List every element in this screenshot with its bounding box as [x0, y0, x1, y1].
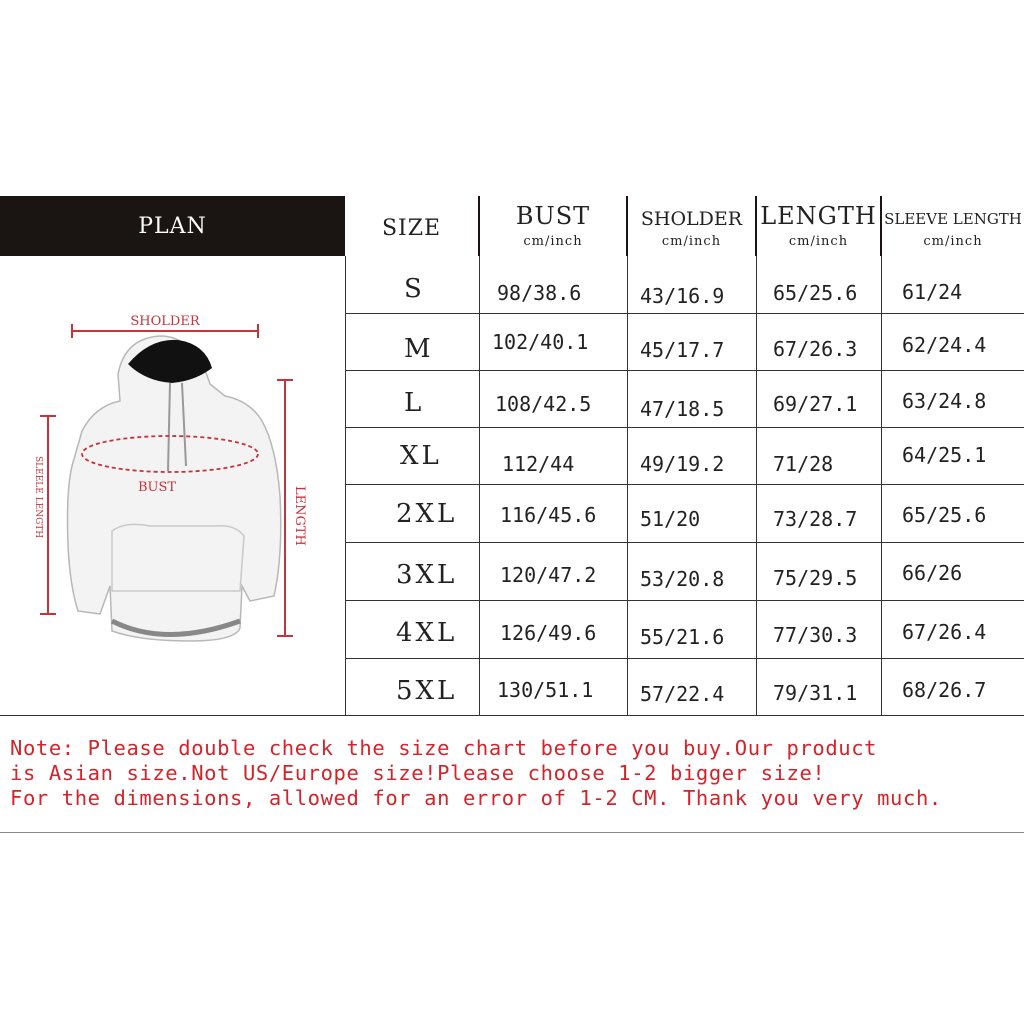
length-label: LENGTH — [292, 486, 307, 546]
length-cell: 75/29.5 — [773, 566, 858, 590]
sholder-label: SHOLDER — [130, 314, 200, 329]
length-cell: 67/26.3 — [773, 337, 858, 361]
sholder-cell: 53/20.8 — [640, 567, 725, 591]
size-cell: XL — [400, 441, 442, 471]
size-cell: M — [404, 334, 434, 364]
length-cell: 71/28 — [773, 452, 834, 476]
note-line-1: Note: Please double check the size chart before you buy.Our product — [10, 736, 878, 760]
bust-cell: 126/49.6 — [500, 621, 597, 645]
sholder-unit: cm/inch — [661, 234, 722, 249]
sleeve-cell: 61/24 — [902, 280, 963, 304]
hoodie-illustration — [0, 256, 345, 714]
bust-cell: 116/45.6 — [500, 503, 597, 527]
size-cell: 4XL — [396, 618, 458, 648]
length-cell: 69/27.1 — [773, 392, 858, 416]
size-cell: 5XL — [396, 676, 458, 706]
length-header-cell — [757, 196, 881, 256]
note-line-3: For the dimensions, allowed for an error of 1-2 CM. Thank you very much. — [10, 786, 942, 810]
length-cell: 77/30.3 — [773, 623, 858, 647]
size-header: SIZE — [381, 216, 442, 241]
sholder-cell: 57/22.4 — [640, 682, 725, 706]
bust-cell: 98/38.6 — [497, 281, 582, 305]
length-header: LENGTH — [760, 202, 877, 230]
plan-header: PLAN — [138, 214, 207, 239]
sleeve-cell: 64/25.1 — [902, 443, 987, 467]
note-line-2: is Asian size.Not US/Europe size!Please choose 1-2 bigger size! — [10, 761, 826, 785]
length-cell: 65/25.6 — [773, 281, 858, 305]
sholder-cell: 49/19.2 — [640, 452, 725, 476]
sholder-header: SHOLDER — [640, 208, 743, 230]
sholder-cell: 45/17.7 — [640, 338, 725, 362]
bust-unit: cm/inch — [523, 234, 583, 249]
sholder-cell: 51/20 — [640, 507, 701, 531]
sleeve-cell: 68/26.7 — [902, 678, 987, 702]
length-unit: cm/inch — [788, 234, 849, 249]
plan-diagram — [0, 256, 345, 714]
sleeve-cell: 65/25.6 — [902, 503, 987, 527]
bust-cell: 102/40.1 — [492, 330, 589, 354]
bottom-divider — [0, 832, 1024, 833]
header-bar — [0, 196, 1024, 256]
bust-cell: 120/47.2 — [500, 563, 597, 587]
length-cell: 73/28.7 — [773, 507, 858, 531]
bust-header-cell — [480, 196, 627, 256]
bust-label: BUST — [137, 480, 177, 495]
sleeve-unit: cm/inch — [923, 234, 983, 249]
sleeve-cell: 67/26.4 — [902, 620, 987, 644]
sleeve-header-cell — [882, 196, 1024, 256]
length-cell: 79/31.1 — [773, 681, 858, 705]
size-cell: 3XL — [396, 560, 458, 590]
size-header-cell — [345, 196, 479, 256]
bust-cell: 130/51.1 — [497, 678, 594, 702]
sleeve-cell: 66/26 — [902, 561, 963, 585]
size-cell: 2XL — [396, 499, 458, 529]
size-cell: S — [404, 274, 425, 304]
bust-cell: 112/44 — [502, 452, 575, 476]
bust-cell: 108/42.5 — [495, 392, 592, 416]
sleeve-header: SLEEVE LENGTH — [884, 210, 1022, 228]
sleeve-cell: 63/24.8 — [902, 389, 987, 413]
sleeve-cell: 62/24.4 — [902, 333, 987, 357]
sholder-cell: 43/16.9 — [640, 284, 725, 308]
sleeve-label: SLEELE LENGTH — [33, 456, 43, 539]
bust-header: BUST — [515, 202, 591, 230]
sholder-header-cell — [628, 196, 756, 256]
sholder-cell: 55/21.6 — [640, 625, 725, 649]
sholder-cell: 47/18.5 — [640, 397, 725, 421]
size-cell: L — [404, 388, 425, 418]
size-note — [10, 736, 1020, 811]
